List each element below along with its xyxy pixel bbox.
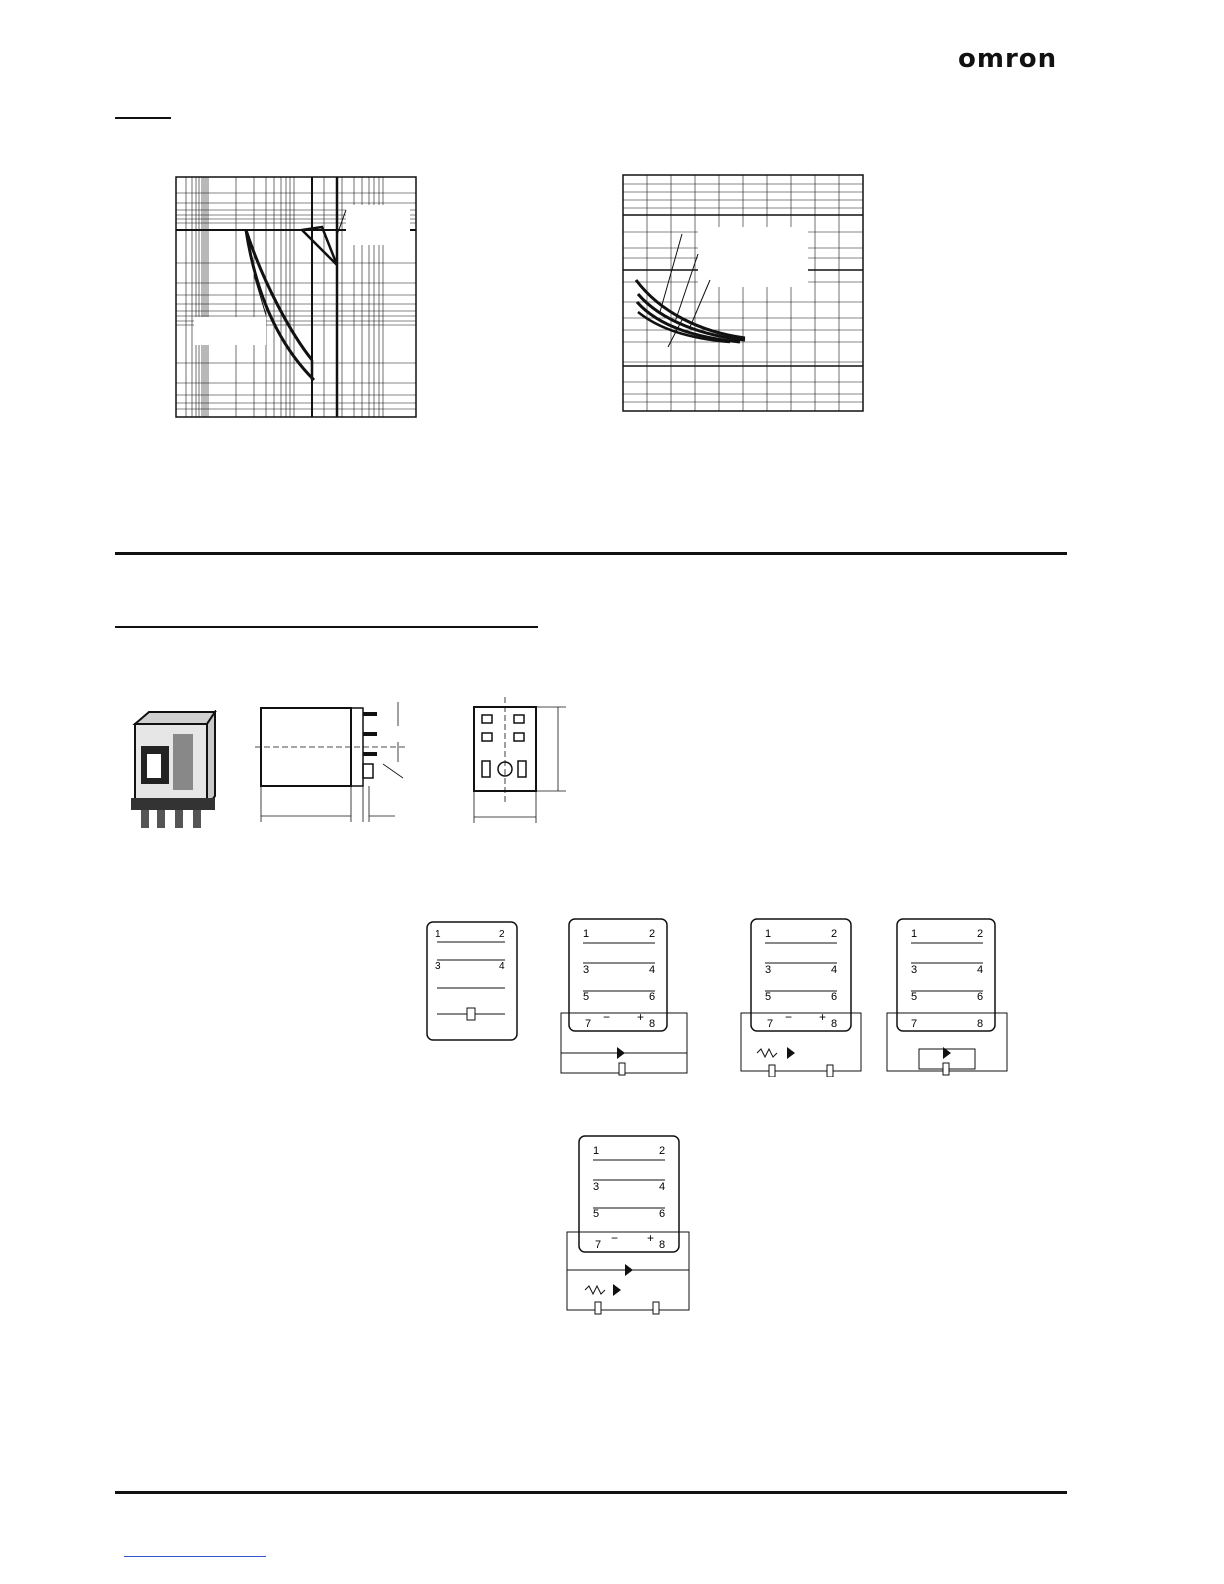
omron-logo: omron <box>958 44 1058 74</box>
terminal-4-label: 4 <box>659 1181 666 1193</box>
terminal-3-label: 3 <box>435 961 441 972</box>
section-underline <box>115 117 171 119</box>
terminal-3-label: 3 <box>911 964 918 976</box>
terminal-2-label: 2 <box>831 928 838 940</box>
terminal-2-label: 2 <box>649 928 656 940</box>
section-divider <box>115 552 1067 555</box>
terminal-1-label: 1 <box>593 1145 600 1157</box>
terminal-3-label: 3 <box>593 1181 600 1193</box>
side-view-drawing <box>255 698 415 826</box>
wiring-diagram-diode-led <box>563 1132 693 1320</box>
terminal-1-label: 1 <box>583 928 590 940</box>
terminal-8-label: 8 <box>831 1018 838 1030</box>
terminal-5-label: 5 <box>593 1208 600 1220</box>
terminal-2-label: 2 <box>977 928 984 940</box>
characteristic-chart <box>620 172 866 414</box>
terminal-6-label: 6 <box>659 1208 666 1220</box>
terminal-4-label: 4 <box>499 961 505 972</box>
terminal-6-label: 6 <box>977 991 984 1003</box>
terminal-1-label: 1 <box>435 929 441 940</box>
terminal-5-label: 5 <box>583 991 590 1003</box>
life-curve-chart <box>174 175 420 421</box>
terminal-2-label: 2 <box>659 1145 666 1157</box>
terminal-5-label: 5 <box>765 991 772 1003</box>
terminal-7-label: 7 <box>767 1018 774 1030</box>
footer-link-underline[interactable] <box>124 1556 266 1557</box>
terminal-2-label: 2 <box>499 929 505 940</box>
terminal-1-label: 1 <box>765 928 772 940</box>
wiring-diagram-standard <box>425 918 525 1044</box>
wiring-diagram-led-indicator <box>737 915 867 1077</box>
footer-rule <box>115 1491 1067 1494</box>
plus-label: + <box>637 1010 645 1024</box>
terminal-8-label: 8 <box>977 1018 984 1030</box>
terminal-4-label: 4 <box>977 964 984 976</box>
bottom-view-drawing <box>470 695 580 827</box>
terminal-8-label: 8 <box>659 1239 666 1251</box>
wiring-diagram-diode <box>555 915 695 1077</box>
terminal-7-label: 7 <box>595 1239 602 1251</box>
terminal-6-label: 6 <box>831 991 838 1003</box>
heading-underline <box>115 626 538 628</box>
minus-label: − <box>603 1010 611 1024</box>
plus-label: + <box>647 1231 655 1245</box>
terminal-3-label: 3 <box>765 964 772 976</box>
terminal-7-label: 7 <box>911 1018 918 1030</box>
minus-label: − <box>611 1231 619 1245</box>
terminal-5-label: 5 <box>911 991 918 1003</box>
terminal-8-label: 8 <box>649 1018 656 1030</box>
terminal-7-label: 7 <box>585 1018 592 1030</box>
terminal-4-label: 4 <box>831 964 838 976</box>
terminal-3-label: 3 <box>583 964 590 976</box>
terminal-1-label: 1 <box>911 928 918 940</box>
wiring-diagram-ac-led <box>883 915 1013 1077</box>
relay-photo <box>125 710 221 835</box>
minus-label: − <box>785 1010 793 1024</box>
terminal-6-label: 6 <box>649 991 656 1003</box>
plus-label: + <box>819 1010 827 1024</box>
terminal-4-label: 4 <box>649 964 656 976</box>
